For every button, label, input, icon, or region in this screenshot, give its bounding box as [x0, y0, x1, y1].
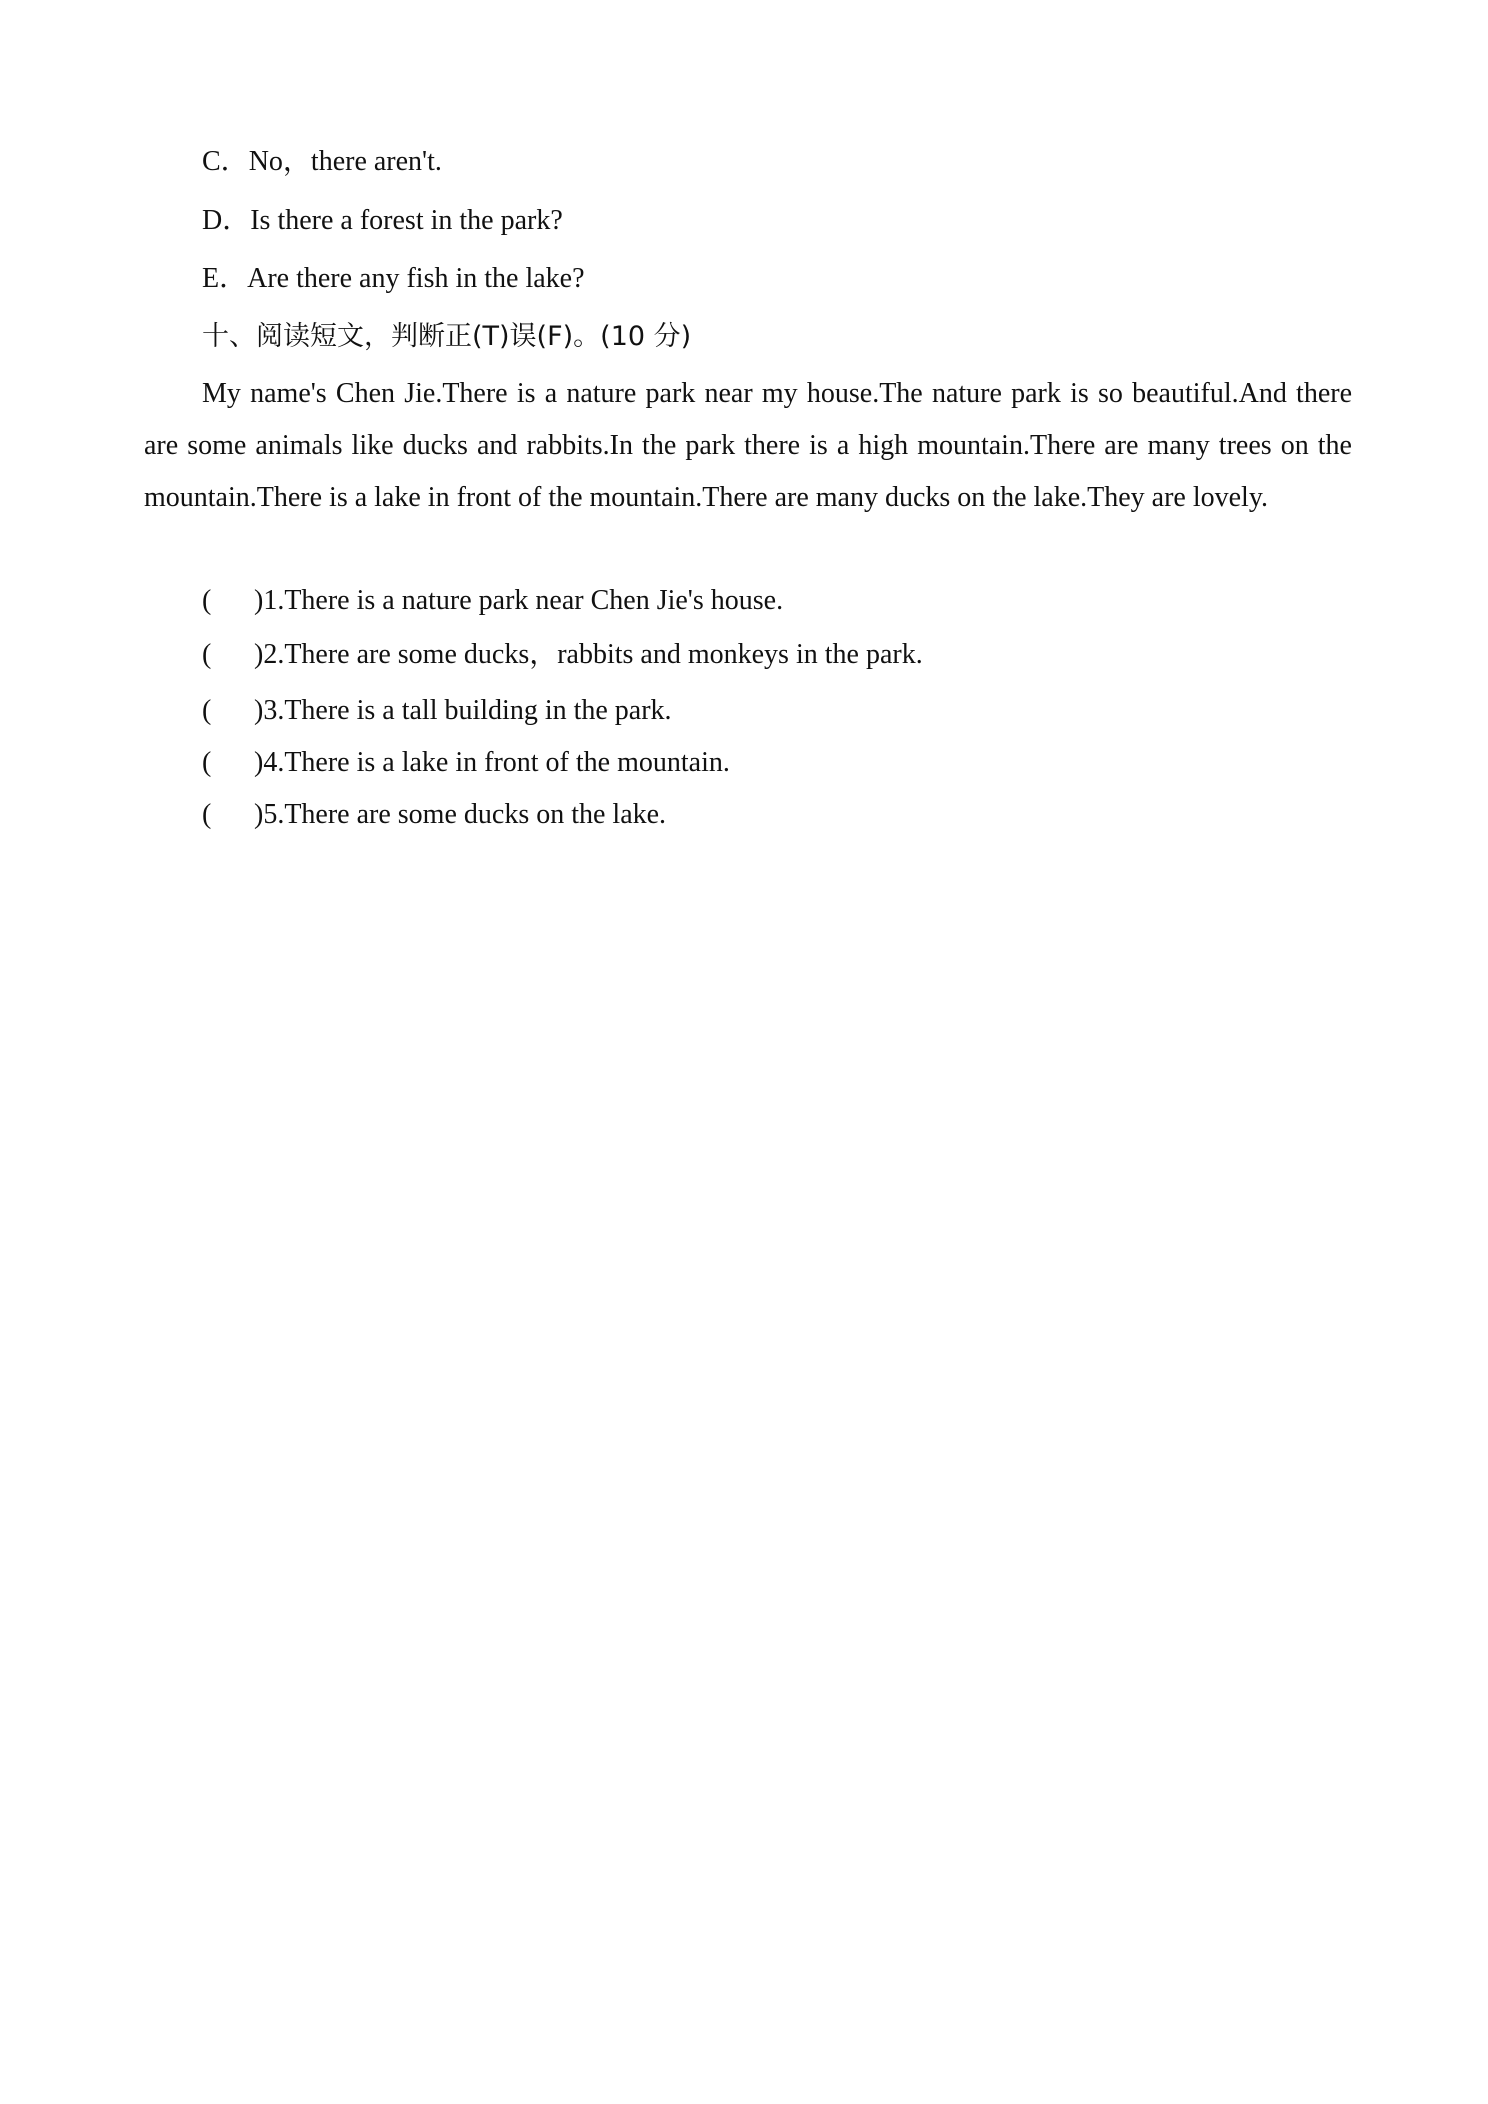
question-5: [202, 798, 666, 832]
answer-blank-open: (: [202, 695, 212, 726]
question-text: )5.There are some ducks on the lake.: [254, 799, 667, 830]
question-text: )2.There are some ducks，rabbits and monkeys in the park.: [254, 639, 923, 670]
section-heading: 十、阅读短文，判断正(T)误(F)。(10 分): [202, 321, 692, 352]
option-letter: D．: [202, 205, 251, 236]
option-text: No，there aren't.: [248, 146, 442, 177]
question-4: [202, 746, 730, 780]
option-c: [202, 145, 442, 179]
reading-passage: My name's Chen Jie.There is a nature park near my house.The nature park is so beautiful.And there are some animals like ducks and rabbits.In the park there is a high mountain.There are many trees on the mountain.There is a lake in front of the mountain.There are many ducks on the lake.They are lovely.: [144, 378, 1352, 513]
question-text: )1.There is a nature park near Chen Jie's house.: [254, 585, 784, 616]
answer-blank-open: (: [202, 639, 212, 670]
question-text: )4.There is a lake in front of the mountain.: [254, 747, 730, 778]
option-letter: C．: [202, 146, 249, 177]
option-text: Are there any fish in the lake?: [247, 263, 585, 294]
option-e: [202, 262, 585, 296]
answer-blank-open: (: [202, 747, 212, 778]
question-1: [202, 584, 783, 618]
question-text: )3.There is a tall building in the park.: [254, 695, 672, 726]
answer-blank-open: (: [202, 799, 212, 830]
answer-blank-open: (: [202, 585, 212, 616]
option-text: Is there a forest in the park?: [250, 205, 563, 236]
question-2: [202, 638, 923, 672]
option-letter: E．: [202, 263, 248, 294]
option-d: [202, 204, 563, 238]
question-3: [202, 694, 672, 728]
